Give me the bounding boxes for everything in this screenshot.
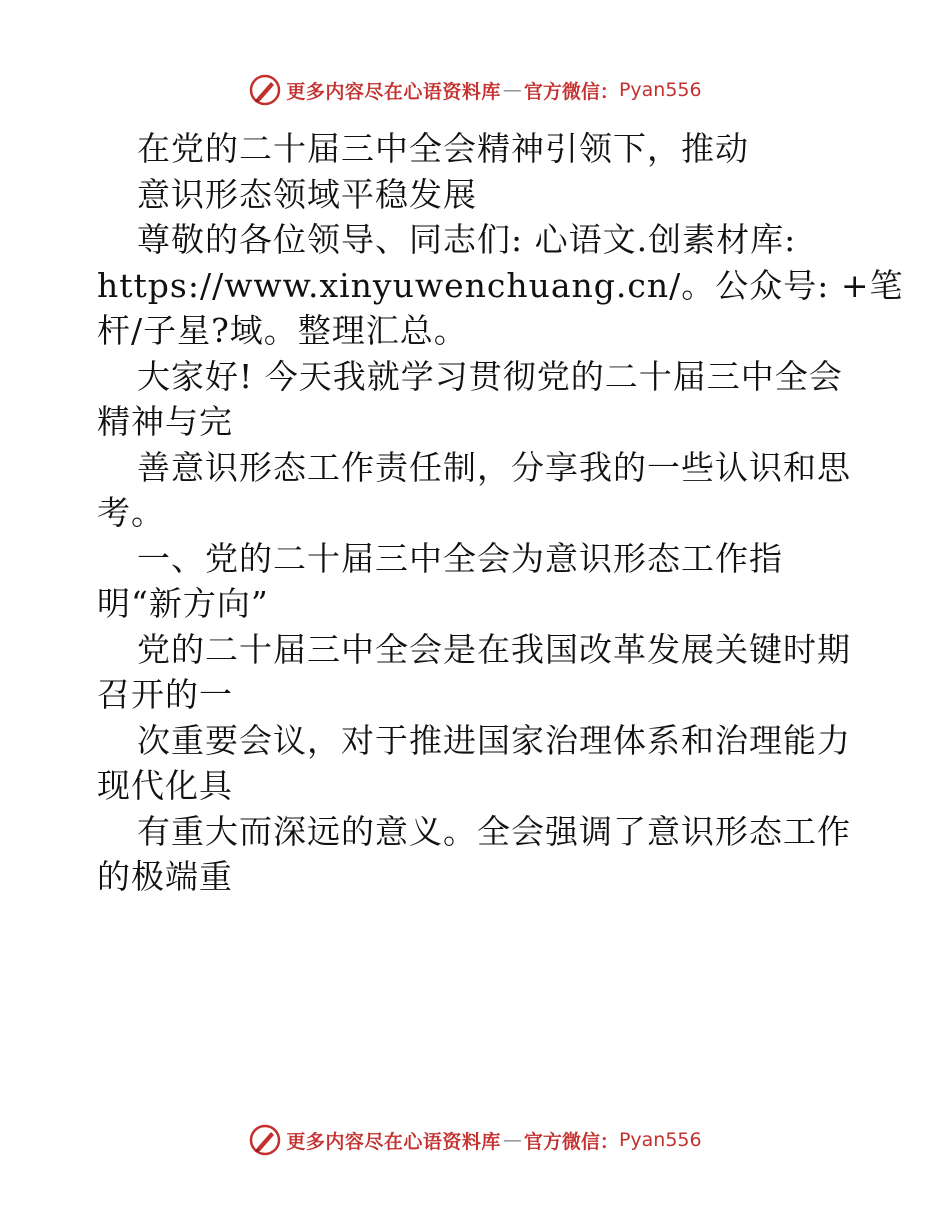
pen-logo-icon	[248, 73, 282, 107]
text-line-5: 杆/子星?域。整理汇总。	[97, 311, 468, 350]
banner-dash: —	[502, 1129, 522, 1151]
text-line-9: 考。	[97, 493, 165, 532]
banner-brand: 更多内容尽在心语资料库	[286, 80, 501, 103]
text-line-4: https://www.xinyuwenchuang.cn/。公众号: +笔	[97, 265, 904, 305]
text-line-15: 现代化具	[97, 766, 233, 805]
section-heading-1-cont: 明“新方向”	[97, 584, 269, 623]
text-line-16: 有重大而深远的意义。全会强调了意识形态工作	[137, 811, 851, 851]
banner-wechat-id: Pyan556	[618, 79, 702, 101]
section-heading-1: 一、党的二十届三中全会为意识形态工作指	[137, 538, 783, 578]
text-line-1: 在党的二十届三中全会精神引领下，推动	[137, 129, 749, 168]
banner-official-label: 官方微信：	[523, 1130, 619, 1153]
banner-wechat-id: Pyan556	[618, 1129, 702, 1151]
header-watermark	[0, 70, 950, 110]
text-line-13: 召开的一	[97, 675, 233, 714]
text-line-14: 次重要会议，对于推进国家治理体系和治理能力	[137, 720, 851, 760]
text-line-3: 尊敬的各位领导、同志们: 心语文.创素材库:	[137, 220, 797, 259]
text-line-12: 党的二十届三中全会是在我国改革发展关键时期	[137, 629, 851, 669]
banner-brand: 更多内容尽在心语资料库	[286, 1130, 501, 1153]
pen-logo-icon	[248, 1123, 282, 1157]
banner-dash: —	[502, 79, 522, 101]
text-line-6: 大家好! 今天我就学习贯彻党的二十届三中全会	[137, 356, 843, 396]
text-line-8: 善意识形态工作责任制，分享我的一些认识和思	[137, 447, 851, 487]
text-line-2: 意识形态领域平稳发展	[137, 174, 477, 214]
footer-watermark	[0, 1120, 950, 1160]
document-body	[97, 126, 904, 900]
text-line-7: 精神与完	[97, 402, 233, 441]
banner-official-label: 官方微信：	[523, 80, 619, 103]
text-line-17: 的极端重	[97, 857, 233, 896]
